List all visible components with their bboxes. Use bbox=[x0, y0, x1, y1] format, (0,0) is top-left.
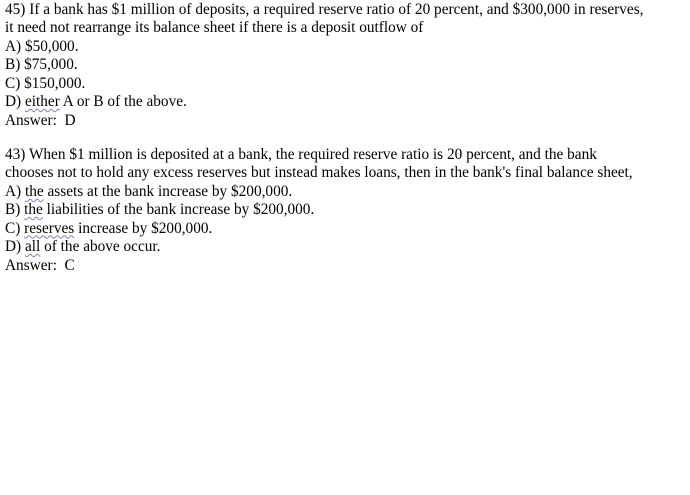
option-letter: A) bbox=[5, 37, 22, 55]
option-text: increase by $200,000. bbox=[78, 219, 213, 237]
answer-value: D bbox=[64, 112, 76, 130]
question-text: When $1 million is deposited at a bank, the required reserve ratio is 20 percent, and the bank chooses not to hold any excess reserves but instead makes loans, then in the bank's final balance sheet, bbox=[5, 146, 633, 182]
option-letter: B) bbox=[5, 56, 21, 74]
option-d bbox=[5, 238, 645, 256]
option-b bbox=[5, 56, 645, 74]
option-c bbox=[5, 75, 645, 93]
option-a bbox=[5, 38, 645, 56]
option-b bbox=[5, 201, 645, 219]
option-text: A or B of the above. bbox=[62, 92, 187, 110]
option-letter: C) bbox=[5, 219, 21, 237]
option-letter: D) bbox=[5, 92, 22, 110]
option-letter: C) bbox=[5, 74, 21, 92]
option-text: liabilities of the bank increase by $200,000. bbox=[46, 201, 315, 219]
option-text: of the above occur. bbox=[44, 237, 161, 255]
answer-value: C bbox=[64, 257, 75, 275]
option-text: $50,000. bbox=[24, 37, 79, 55]
option-text: $150,000. bbox=[24, 74, 86, 92]
option-letter: A) bbox=[5, 182, 22, 200]
answer-line bbox=[5, 257, 645, 275]
option-letter: B) bbox=[5, 201, 21, 219]
option-text: $75,000. bbox=[24, 56, 78, 74]
option-lead-word: the bbox=[24, 201, 43, 219]
answer-label: Answer: bbox=[5, 257, 57, 275]
option-c bbox=[5, 220, 645, 238]
question-43 bbox=[5, 146, 645, 276]
question-45 bbox=[5, 1, 645, 131]
option-letter: D) bbox=[5, 237, 22, 255]
option-text: assets at the bank increase by $200,000. bbox=[47, 182, 293, 200]
option-lead-word: reserves bbox=[24, 219, 75, 237]
question-number: 43) bbox=[5, 146, 26, 163]
option-lead-word: all bbox=[24, 237, 41, 255]
question-text: If a bank has $1 million of deposits, a required reserve ratio of 20 percent, and $300,000 in reserves, it need not rearrange its balance sheet if there is a deposit outflow of bbox=[5, 1, 644, 37]
option-lead-word: the bbox=[24, 182, 44, 200]
question-number: 45) bbox=[5, 1, 26, 18]
option-d bbox=[5, 93, 645, 111]
question-stem bbox=[5, 1, 645, 38]
option-lead-word: either bbox=[24, 92, 60, 110]
question-stem bbox=[5, 146, 645, 183]
answer-line bbox=[5, 112, 645, 130]
answer-label: Answer: bbox=[5, 112, 57, 130]
option-a bbox=[5, 183, 645, 201]
